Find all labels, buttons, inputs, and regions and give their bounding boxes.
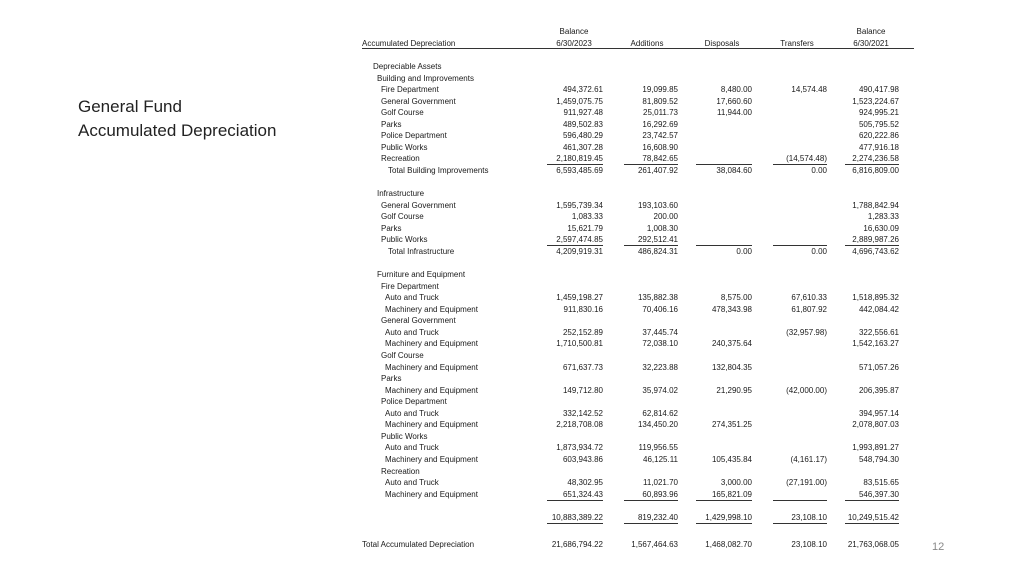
value-cell: (4,161.17) xyxy=(790,455,827,465)
column-header: 6/30/2021 xyxy=(853,39,889,48)
value-cell: 2,180,819.45 xyxy=(556,154,603,164)
value-cell: 505,795.52 xyxy=(858,119,899,129)
subtotal-rule xyxy=(773,500,827,501)
value-cell: 1,567,464.63 xyxy=(631,539,678,549)
value-cell: 21,290.95 xyxy=(716,385,752,395)
value-cell: 193,103.60 xyxy=(637,200,678,210)
row-label: Auto and Truck xyxy=(385,327,439,337)
header-rule xyxy=(362,48,914,49)
column-header-top: Balance xyxy=(559,27,589,36)
value-cell: 252,152.89 xyxy=(562,327,603,337)
value-cell: 1,523,224.67 xyxy=(852,96,899,106)
value-cell: 478,343.98 xyxy=(711,304,752,314)
value-cell: 6,593,485.69 xyxy=(556,166,603,176)
row-label: Auto and Truck xyxy=(385,408,439,418)
row-label: Machinery and Equipment xyxy=(385,489,478,499)
value-cell: 651,324.43 xyxy=(562,489,603,499)
value-cell: 490,417.98 xyxy=(858,85,899,95)
value-cell: 1,710,500.81 xyxy=(556,339,603,349)
total-row-label: Total Accumulated Depreciation xyxy=(362,539,475,549)
row-label: Police Department xyxy=(381,397,447,407)
row-label: General Government xyxy=(381,200,456,210)
value-cell: 19,099.85 xyxy=(642,85,678,95)
value-cell: 4,209,919.31 xyxy=(556,246,603,256)
value-cell: 16,292.69 xyxy=(642,119,678,129)
value-cell: 11,944.00 xyxy=(717,108,752,118)
row-label: Machinery and Equipment xyxy=(385,420,478,430)
subtotal-rule xyxy=(696,523,752,524)
row-label: Machinery and Equipment xyxy=(385,455,478,465)
value-cell: 1,283.33 xyxy=(867,212,899,222)
value-cell: 394,957.14 xyxy=(858,408,899,418)
value-cell: 21,686,794.22 xyxy=(551,539,603,549)
row-label: Machinery and Equipment xyxy=(385,304,478,314)
value-cell: 1,993,891.27 xyxy=(852,443,899,453)
value-cell: 119,956.55 xyxy=(638,443,678,453)
value-cell: 8,480.00 xyxy=(720,85,752,95)
row-label: Public Works xyxy=(381,235,428,245)
value-cell: 3,000.00 xyxy=(720,478,752,488)
row-label: Recreation xyxy=(381,466,420,476)
value-cell: 78,842.65 xyxy=(642,154,678,164)
value-cell: 83,515.65 xyxy=(863,478,899,488)
value-cell: 70,406.16 xyxy=(642,304,678,314)
value-cell: 911,927.48 xyxy=(563,108,603,118)
column-header: Disposals xyxy=(704,39,740,48)
row-label: Parks xyxy=(381,374,402,384)
value-cell: 0.00 xyxy=(811,246,827,256)
row-label: Fire Department xyxy=(381,281,439,291)
subtotal-rule xyxy=(624,500,678,501)
subtotal-rule xyxy=(773,523,827,524)
value-cell: 134,450.20 xyxy=(637,420,678,430)
subtotal-rule xyxy=(547,523,603,524)
value-cell: 62,814.62 xyxy=(642,408,678,418)
value-cell: 461,307.28 xyxy=(562,142,603,152)
row-label: General Government xyxy=(381,96,456,106)
subtotal-rule xyxy=(624,523,678,524)
row-label: Depreciable Assets xyxy=(373,62,442,71)
row-label: Parks xyxy=(381,119,402,129)
value-cell: 548,794.30 xyxy=(858,455,899,465)
value-cell: 16,630.09 xyxy=(863,223,899,233)
row-label: Public Works xyxy=(381,142,428,152)
row-label: Machinery and Equipment xyxy=(385,362,478,372)
row-label: Public Works xyxy=(381,431,428,441)
column-header: Additions xyxy=(630,39,664,48)
column-header-top: Balance xyxy=(856,27,886,36)
value-cell: 1,083.33 xyxy=(571,212,603,222)
value-cell: 23,108.10 xyxy=(791,512,827,522)
value-cell: 1,542,163.27 xyxy=(852,339,899,349)
value-cell: 15,621.79 xyxy=(567,223,603,233)
row-label: Parks xyxy=(381,223,402,233)
row-label: Police Department xyxy=(381,131,447,141)
subtotal-rule xyxy=(845,523,899,524)
value-cell: 477,916.18 xyxy=(858,142,899,152)
row-label: Auto and Truck xyxy=(385,478,439,488)
value-cell: 1,429,998.10 xyxy=(705,512,752,522)
value-cell: 261,407.92 xyxy=(637,166,678,176)
value-cell: 2,889,987.26 xyxy=(852,235,899,245)
value-cell: 1,595,739.34 xyxy=(556,200,603,210)
value-cell: 38,084.60 xyxy=(716,166,752,176)
value-cell: 546,397.30 xyxy=(858,489,899,499)
row-label: Infrastructure xyxy=(377,189,425,199)
value-cell: 442,084.42 xyxy=(858,304,899,314)
value-cell: 37,445.74 xyxy=(642,327,678,337)
value-cell: 6,816,809.00 xyxy=(852,166,899,176)
value-cell: 200.00 xyxy=(653,212,678,222)
value-cell: 35,974.02 xyxy=(642,385,678,395)
value-cell: (42,000.00) xyxy=(786,385,827,395)
column-header: 6/30/2023 xyxy=(556,39,592,48)
value-cell: 486,824.31 xyxy=(637,246,678,256)
value-cell: 2,597,474.85 xyxy=(556,235,603,245)
value-cell: 292,512.41 xyxy=(637,235,678,245)
subtotal-rule xyxy=(845,500,899,501)
value-cell: 603,943.86 xyxy=(562,455,603,465)
row-label: Auto and Truck xyxy=(385,443,439,453)
value-cell: 2,078,807.03 xyxy=(852,420,899,430)
value-cell: 21,763,068.05 xyxy=(847,539,899,549)
value-cell: 4,696,743.62 xyxy=(852,246,899,256)
value-cell: 17,660.60 xyxy=(716,96,752,106)
value-cell: 16,608.90 xyxy=(642,142,678,152)
value-cell: 135,882.38 xyxy=(637,293,678,303)
value-cell: 10,249,515.42 xyxy=(847,512,899,522)
value-cell: 149,712.80 xyxy=(562,385,603,395)
value-cell: 322,556.61 xyxy=(858,327,899,337)
value-cell: (32,957.98) xyxy=(786,327,827,337)
value-cell: 72,038.10 xyxy=(642,339,678,349)
value-cell: 60,893.96 xyxy=(642,489,678,499)
value-cell: 14,574.48 xyxy=(791,85,827,95)
value-cell: 10,883,389.22 xyxy=(551,512,603,522)
value-cell: 911,830.16 xyxy=(563,304,603,314)
value-cell: (14,574.48) xyxy=(786,154,827,164)
value-cell: 23,108.10 xyxy=(791,539,827,549)
value-cell: 61,807.92 xyxy=(791,304,827,314)
row-label: General Government xyxy=(381,316,456,326)
value-cell: (27,191.00) xyxy=(786,478,827,488)
value-cell: 1,788,842.94 xyxy=(852,200,899,210)
value-cell: 2,218,708.08 xyxy=(556,420,603,430)
row-label: Fire Department xyxy=(381,85,439,95)
row-label: Golf Course xyxy=(381,351,424,360)
value-cell: 1,459,198.27 xyxy=(556,293,603,303)
row-label: Golf Course xyxy=(381,108,424,118)
value-cell: 81,809.52 xyxy=(642,96,678,106)
row-label: Total Infrastructure xyxy=(388,246,455,256)
slide-title-line-1: General Fund xyxy=(78,97,182,116)
value-cell: 165,821.09 xyxy=(711,489,752,499)
row-label: Building and Improvements xyxy=(377,73,474,83)
value-cell: 1,459,075.75 xyxy=(556,96,603,106)
value-cell: 0.00 xyxy=(736,246,752,256)
value-cell: 1,008.30 xyxy=(646,223,678,233)
value-cell: 25,011.73 xyxy=(643,108,678,118)
value-cell: 32,223.88 xyxy=(642,362,678,372)
value-cell: 23,742.57 xyxy=(642,131,678,141)
subtotal-rule xyxy=(547,500,603,501)
row-header-label: Accumulated Depreciation xyxy=(362,39,456,48)
value-cell: 489,502.83 xyxy=(562,119,603,129)
value-cell: 105,435.84 xyxy=(711,455,752,465)
subtotal-rule xyxy=(696,500,752,501)
column-header: Transfers xyxy=(780,39,814,48)
value-cell: 671,637.73 xyxy=(562,362,603,372)
row-label: Machinery and Equipment xyxy=(385,339,478,349)
value-cell: 924,995.21 xyxy=(858,108,899,118)
page-number: 12 xyxy=(932,541,945,553)
value-cell: 596,480.29 xyxy=(562,131,603,141)
value-cell: 8,575.00 xyxy=(720,293,752,303)
row-label: Recreation xyxy=(381,154,420,164)
value-cell: 11,021.70 xyxy=(643,478,678,488)
value-cell: 819,232.40 xyxy=(637,512,678,522)
value-cell: 1,468,082.70 xyxy=(705,539,752,549)
row-label: Auto and Truck xyxy=(385,293,439,303)
row-label: Golf Course xyxy=(381,212,424,222)
value-cell: 132,804.35 xyxy=(711,362,752,372)
value-cell: 67,610.33 xyxy=(791,293,827,303)
slide-title-line-2: Accumulated Depreciation xyxy=(78,121,277,140)
row-label: Furniture and Equipment xyxy=(377,270,466,280)
value-cell: 274,351.25 xyxy=(711,420,752,430)
value-cell: 494,372.61 xyxy=(562,85,603,95)
value-cell: 1,518,895.32 xyxy=(852,293,899,303)
row-label: Total Building Improvements xyxy=(388,166,489,176)
value-cell: 1,873,934.72 xyxy=(556,443,603,453)
value-cell: 240,375.64 xyxy=(711,339,752,349)
value-cell: 206,395.87 xyxy=(858,385,899,395)
value-cell: 620,222.86 xyxy=(858,131,899,141)
value-cell: 332,142.52 xyxy=(562,408,603,418)
value-cell: 571,057.26 xyxy=(858,362,899,372)
row-label: Machinery and Equipment xyxy=(385,385,478,395)
value-cell: 0.00 xyxy=(811,166,827,176)
value-cell: 2,274,236.58 xyxy=(852,154,899,164)
value-cell: 48,302.95 xyxy=(567,478,603,488)
value-cell: 46,125.11 xyxy=(643,455,678,465)
